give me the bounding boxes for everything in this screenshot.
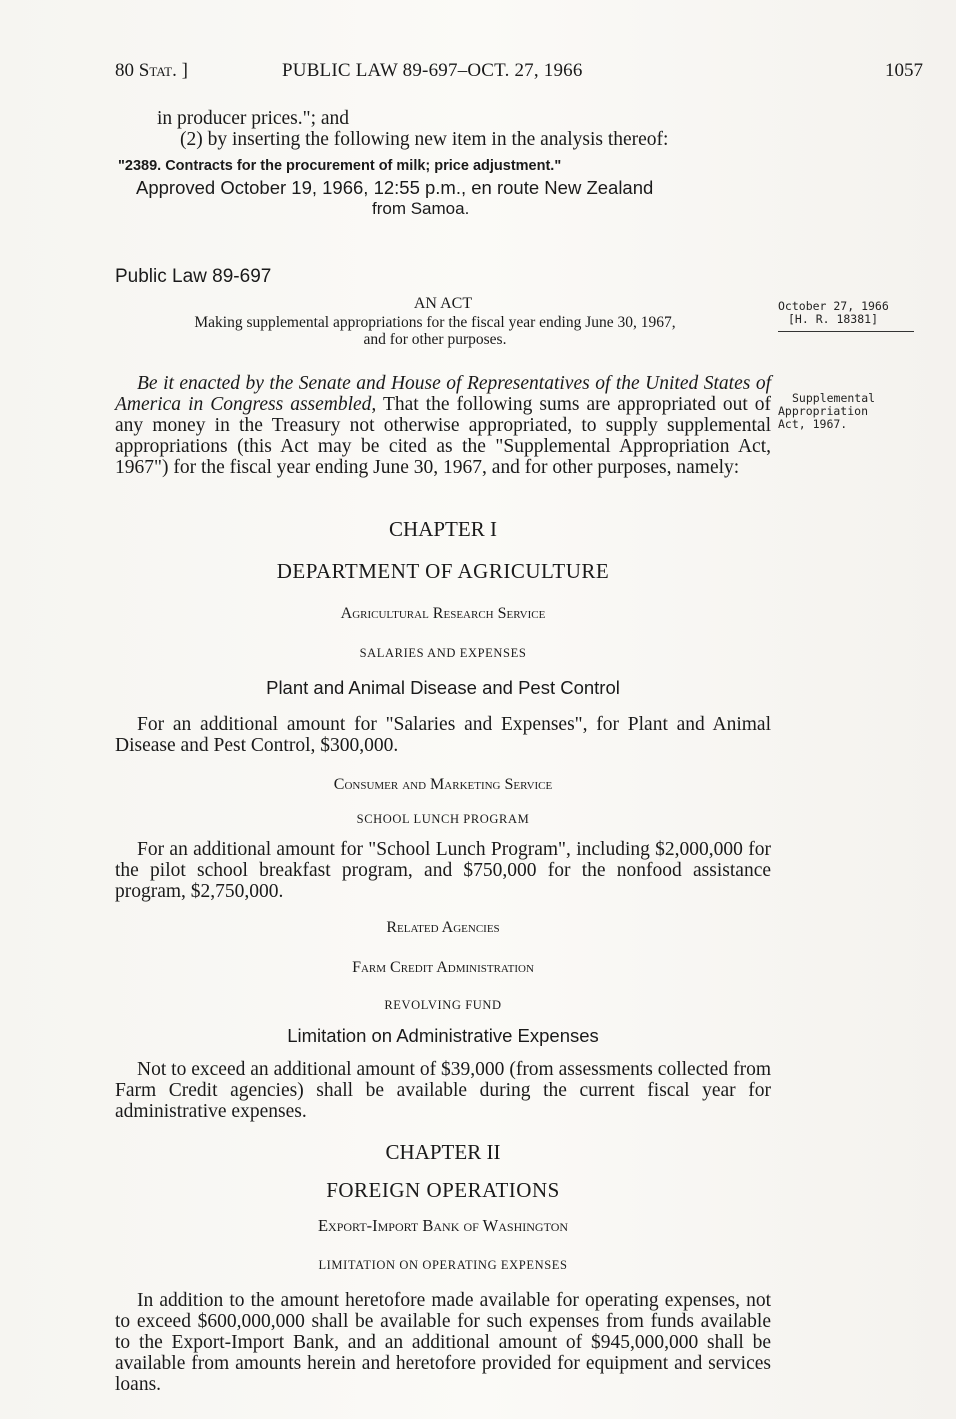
public-law-number: Public Law 89-697 (115, 266, 272, 287)
act-title (90, 314, 780, 348)
revolving-fund-heading: REVOLVING FUND (384, 998, 502, 1012)
enacting-clause (115, 373, 771, 478)
plant-paragraph: For an additional amount for "Salaries and Expenses", for Plant and Animal Disease and Pest Control, $300,000. (115, 714, 771, 756)
foreign-operations-heading: FOREIGN OPERATIONS (326, 1178, 560, 1202)
school-lunch-paragraph: For an additional amount for "School Lunch Program", including $2,000,000 for the pilot school breakfast program, and $750,000 for the nonfood assistance program, $2,750,000. (115, 839, 771, 902)
chapter-1-heading: CHAPTER I (389, 517, 497, 541)
an-act-heading (115, 293, 771, 314)
margin-note-3: Act, 1967. (778, 417, 848, 431)
limitation-paragraph: Not to exceed an additional amount of $39,000 (from assessments collected from Farm Credit agencies) shall be available during the current fiscal year for administrative expenses. (115, 1059, 771, 1122)
limitation-heading: Limitation on Administrative Expenses (287, 1025, 599, 1046)
chapter-2-heading: CHAPTER II (385, 1140, 501, 1164)
statute-reference: 80 Stat. ] (115, 60, 188, 81)
plant-heading: Plant and Animal Disease and Pest Control (266, 677, 620, 698)
page-number: 1057 (885, 60, 923, 81)
approval-line-cont: from Samoa. (372, 199, 470, 218)
act-title-line-1: Making supplemental appropriations for the fiscal year ending June 30, 1967, (194, 314, 676, 331)
department-heading: DEPARTMENT OF AGRICULTURE (276, 559, 610, 583)
school-lunch-heading: SCHOOL LUNCH PROGRAM (356, 812, 530, 826)
agency-ars: Agricultural Research Service (340, 605, 546, 622)
agency-cms: Consumer and Marketing Service (333, 776, 553, 793)
fca-heading: Farm Credit Administration (352, 959, 534, 976)
law-date-header: PUBLIC LAW 89-697–OCT. 27, 1966 (282, 60, 583, 81)
margin-note-1: Supplemental (792, 391, 876, 405)
enacting-italic: Be it enacted by the Senate and House of Representatives of the United States of America in Congress assembled, (115, 373, 771, 415)
margin-short-title-note (778, 392, 920, 431)
act-title-line-2: and for other purposes. (363, 331, 507, 348)
margin-date-note (778, 300, 920, 326)
preamble-line-1: in producer prices."; and (157, 108, 350, 129)
operating-expenses-heading: LIMITATION ON OPERATING EXPENSES (318, 1258, 568, 1272)
analysis-item: "2389. Contracts for the procurement of milk; price adjustment." (118, 158, 562, 174)
preamble-line-2: (2) by inserting the following new item in the analysis thereof: (180, 129, 669, 150)
operating-expenses-paragraph: In addition to the amount heretofore made available for operating expenses, not to exceed $600,000,000 shall be available for such expenses from funds available to the Export-Import Bank, and an additional amount of $945,000,000 shall be available from amounts herein and heretofore provided for equipment and services loans. (115, 1290, 771, 1395)
margin-rule (778, 331, 914, 332)
salaries-heading: SALARIES AND EXPENSES (359, 646, 527, 660)
export-import-bank-heading: Export-Import Bank of Washington (317, 1216, 569, 1235)
an-act-label: AN ACT (413, 295, 473, 312)
enacting-text: That the following sums are appropriated out of any money in the Treasury not otherwise appropriated, to supply supplemental appropriations (this Act may be cited as the "Supplemental Appropriation Act, 1967") for the fiscal year ending June 30, 1967, and for other purposes, namely: (115, 394, 771, 478)
margin-date: October 27, 1966 (778, 299, 889, 313)
related-agencies-heading: Related Agencies (386, 919, 500, 936)
approval-line: Approved October 19, 1966, 12:55 p.m., en route New Zealand (136, 177, 654, 198)
margin-note-2: Appropriation (778, 404, 869, 418)
margin-bill: [H. R. 18381] (788, 312, 879, 326)
page-header (115, 60, 923, 86)
